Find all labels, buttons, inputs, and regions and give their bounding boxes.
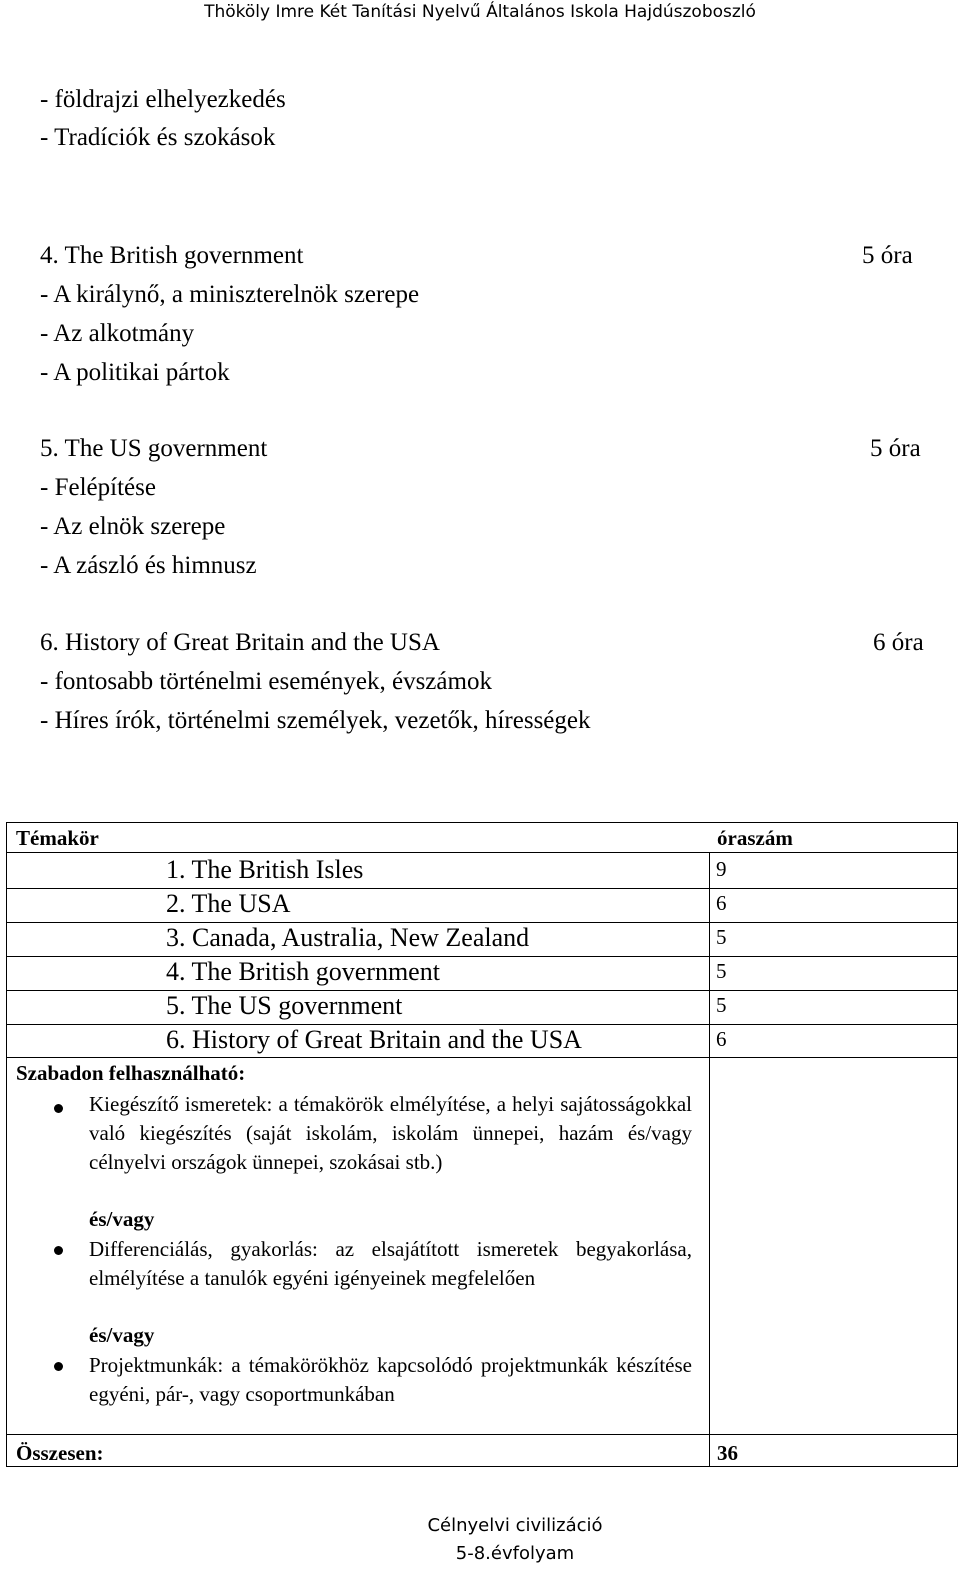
bullet-icon: [54, 1362, 63, 1371]
section-item: - A zászló és himnusz: [40, 552, 257, 579]
table-header-divider: [6, 852, 958, 853]
table-header-hours: óraszám: [717, 826, 793, 850]
table-border-left: [6, 822, 7, 1467]
table-row-hours: 6: [716, 891, 727, 915]
section-hours: 6 óra: [873, 629, 924, 656]
section-hours: 5 óra: [862, 242, 913, 269]
section-hours: 5 óra: [870, 435, 921, 462]
summary-table: [6, 822, 958, 1467]
table-row-label: 2. The USA: [166, 889, 291, 918]
total-label: Összesen:: [16, 1441, 104, 1465]
table-row-divider: [6, 888, 958, 889]
bullet-text: Kiegészítő ismeretek: a témakörök elmélyítése, a helyi sajátosságokkal való kiegészítés (saját iskolám, iskolám ünnepei, hazám és/vagy célnyelvi országok ünnepei, szokásai stb.): [89, 1092, 692, 1174]
intro-item: - Tradíciók és szokások: [40, 124, 276, 151]
table-row-hours: 5: [716, 993, 727, 1017]
bullet-text: Projektmunkák: a témakörökhöz kapcsolódó projektmunkák készítése egyéni, pár-, vagy csoportmunkában: [89, 1353, 692, 1406]
table-row-label: 5. The US government: [166, 991, 403, 1020]
section-title: 4. The British government: [40, 242, 304, 269]
table-header-topic: Témakör: [16, 826, 99, 850]
table-column-divider: [709, 852, 710, 1467]
connector-text: és/vagy: [89, 1207, 155, 1231]
table-row-hours: 6: [716, 1027, 727, 1051]
table-row-divider: [6, 990, 958, 991]
total-value: 36: [717, 1441, 738, 1465]
section-item: - Felépítése: [40, 474, 156, 501]
section-title: 6. History of Great Britain and the USA: [40, 629, 440, 656]
table-row-label: 3. Canada, Australia, New Zealand: [166, 923, 530, 952]
free-usage-title: Szabadon felhasználható:: [16, 1061, 246, 1085]
page-header: Thököly Imre Két Tanítási Nyelvű Általános Iskola Hajdúszoboszló: [204, 2, 756, 22]
connector-text: és/vagy: [89, 1323, 155, 1347]
table-row-divider: [6, 956, 958, 957]
section-item: - Híres írók, történelmi személyek, vezetők, hírességek: [40, 707, 591, 734]
section-item: - Az elnök szerepe: [40, 513, 226, 540]
bullet-icon: [54, 1104, 63, 1113]
table-border-right: [957, 822, 958, 1467]
section-item: - fontosabb történelmi események, évszámok: [40, 668, 492, 695]
table-row-divider: [6, 1434, 958, 1435]
table-border-top: [6, 822, 958, 823]
section-item: - Az alkotmány: [40, 320, 195, 347]
table-row-label: 6. History of Great Britain and the USA: [166, 1025, 582, 1054]
table-row-hours: 5: [716, 959, 727, 983]
footer-title: Célnyelvi civilizáció: [427, 1515, 603, 1536]
bullet-icon: [54, 1246, 63, 1255]
bullet-text: Differenciálás, gyakorlás: az elsajátított ismeretek begyakorlása, elmélyítése a tanulók egyéni igényeinek megfelelően: [89, 1237, 692, 1290]
table-row-divider: [6, 1057, 958, 1058]
section-item: - A királynő, a miniszterelnök szerepe: [40, 281, 420, 308]
footer-grade: 5-8.évfolyam: [455, 1543, 575, 1564]
section-title: 5. The US government: [40, 435, 268, 462]
table-row-hours: 5: [716, 925, 727, 949]
table-border-bottom: [6, 1466, 958, 1467]
table-row-label: 1. The British Isles: [166, 855, 364, 884]
table-row-hours: 9: [716, 857, 727, 881]
intro-item: - földrajzi elhelyezkedés: [40, 86, 286, 113]
table-row-label: 4. The British government: [166, 957, 440, 986]
section-item: - A politikai pártok: [40, 359, 230, 386]
